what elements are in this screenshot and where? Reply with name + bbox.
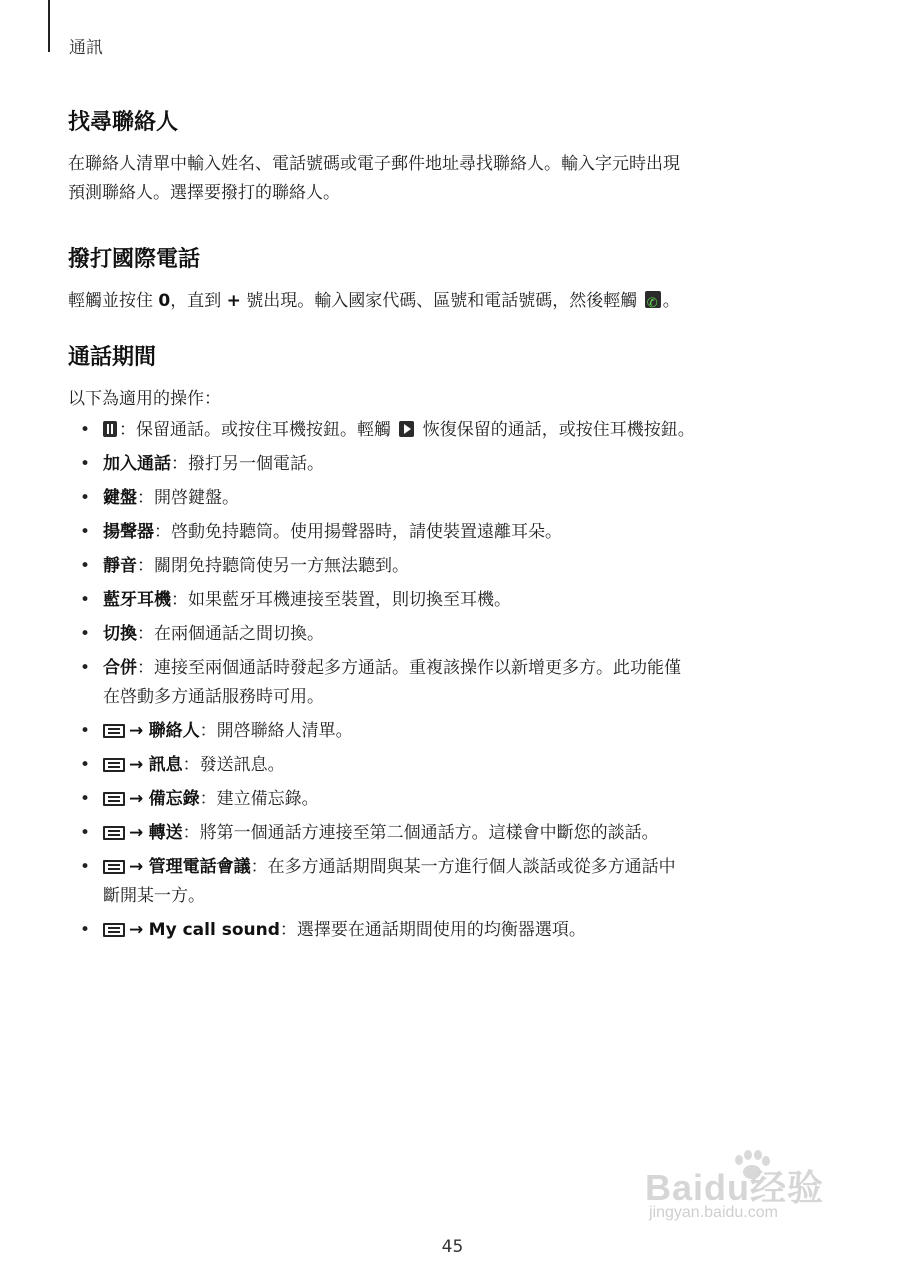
arrow: →	[129, 789, 144, 809]
item-term: 靜音	[103, 556, 137, 576]
list-item	[68, 450, 848, 479]
menu-icon	[103, 860, 125, 874]
play-icon	[399, 421, 414, 437]
list-item	[68, 717, 848, 746]
item-term: My call sound	[148, 920, 280, 940]
key-plus: +	[226, 291, 241, 311]
item-desc: ：連接至兩個通話時發起多方通話。重複該操作以新增更多方。此功能僅	[137, 658, 681, 678]
list-item	[68, 552, 848, 581]
item-desc: ：選擇要在通話期間使用的均衡器選項。	[279, 920, 586, 940]
bullet: •	[80, 823, 91, 843]
item-desc: ：開啓聯絡人清單。	[199, 721, 353, 741]
item-term: 備忘錄	[148, 789, 200, 809]
menu-icon	[103, 792, 125, 806]
list-item	[68, 518, 848, 547]
arrow: →	[129, 721, 144, 741]
list-item	[68, 620, 848, 649]
page-number: 45	[441, 1237, 464, 1257]
item-desc: ：關閉免持聽筒使另一方無法聽到。	[137, 556, 409, 576]
item-term: 管理電話會議	[148, 857, 251, 877]
list-item	[68, 751, 848, 780]
item-desc: ：將第一個通話方連接至第二個通話方。這樣會中斷您的談話。	[182, 823, 659, 843]
section-find-contacts	[68, 105, 848, 208]
item-desc: ：建立備忘錄。	[199, 789, 319, 809]
item-term: 訊息	[148, 755, 183, 775]
section-international-call	[68, 242, 848, 316]
page-content	[68, 105, 848, 971]
item-term: 合併	[103, 658, 137, 678]
item-desc-cont: 斷開某一方。	[103, 886, 205, 906]
menu-icon	[103, 826, 125, 840]
item-desc: ：發送訊息。	[182, 755, 285, 775]
item-term: 鍵盤	[103, 488, 137, 508]
menu-icon	[103, 724, 125, 738]
bullet: •	[80, 556, 91, 576]
watermark-logo: Baidu经验	[645, 1167, 825, 1208]
list-item	[68, 785, 848, 814]
item-term: 轉送	[148, 823, 183, 843]
arrow: →	[129, 857, 144, 877]
item-desc-cont: 在啓動多方通話服務時可用。	[103, 687, 324, 707]
item-desc: ：啓動免持聽筒。使用揚聲器時，請使裝置遠離耳朵。	[154, 522, 562, 542]
list-item-hold: • ：保留通話。或按住耳機按鈕。輕觸 恢復保留的通話，或按住耳機按鈕。	[68, 416, 848, 445]
bullet: •	[80, 721, 91, 741]
section-body: 輕觸並按住 0，直到 + 號出現。輸入國家代碼、區號和電話號碼，然後輕觸 ✆。	[68, 287, 848, 316]
bullet: •	[80, 522, 91, 542]
item-desc: ：在多方通話期間與某一方進行個人談話或從多方通話中	[250, 857, 676, 877]
item-term: 切換	[103, 624, 137, 644]
list-item	[68, 853, 848, 911]
list-item	[68, 819, 848, 848]
menu-icon	[103, 923, 125, 937]
section-title: 找尋聯絡人	[68, 110, 179, 135]
bullet: •	[80, 454, 91, 474]
key-zero: 0	[158, 291, 171, 311]
item-desc: ：撥打另一個電話。	[171, 454, 324, 474]
section-body: 在聯絡人清單中輸入姓名、電話號碼或電子郵件地址尋找聯絡人。輸入字元時出現 預測聯絡人。選擇要撥打的聯絡人。	[68, 154, 680, 203]
item-term: 聯絡人	[148, 721, 200, 741]
bullet: •	[80, 590, 91, 610]
item-desc: ：如果藍牙耳機連接至裝置，則切換至耳機。	[171, 590, 511, 610]
item-term: 揚聲器	[103, 522, 154, 542]
section-intro: 以下為適用的操作：	[68, 389, 221, 409]
section-during-call	[68, 340, 848, 945]
pause-icon	[103, 421, 117, 437]
list-item	[68, 586, 848, 615]
call-icon	[645, 291, 661, 308]
arrow: →	[129, 823, 144, 843]
arrow: →	[129, 755, 144, 775]
section-title: 通話期間	[68, 345, 157, 370]
menu-icon	[103, 758, 125, 772]
item-desc: ：在兩個通話之間切換。	[137, 624, 324, 644]
operations-list	[68, 416, 848, 945]
running-header: 通訊	[69, 38, 103, 58]
bullet: •	[80, 420, 91, 440]
arrow: →	[129, 920, 144, 940]
bullet: •	[80, 755, 91, 775]
section-title: 撥打國際電話	[68, 247, 201, 272]
bullet: •	[80, 488, 91, 508]
baidu-watermark	[645, 1150, 855, 1220]
item-term: 藍牙耳機	[103, 590, 171, 610]
list-item	[68, 916, 848, 945]
watermark-url: jingyan.baidu.com	[649, 1204, 778, 1221]
bullet: •	[80, 789, 91, 809]
bullet: •	[80, 624, 91, 644]
bullet: •	[80, 658, 91, 678]
item-desc: ：開啓鍵盤。	[137, 488, 239, 508]
item-term: 加入通話	[103, 454, 171, 474]
list-item	[68, 654, 848, 712]
list-item	[68, 484, 848, 513]
bullet: •	[80, 857, 91, 877]
header-rule	[48, 0, 50, 52]
bullet: •	[80, 920, 91, 940]
